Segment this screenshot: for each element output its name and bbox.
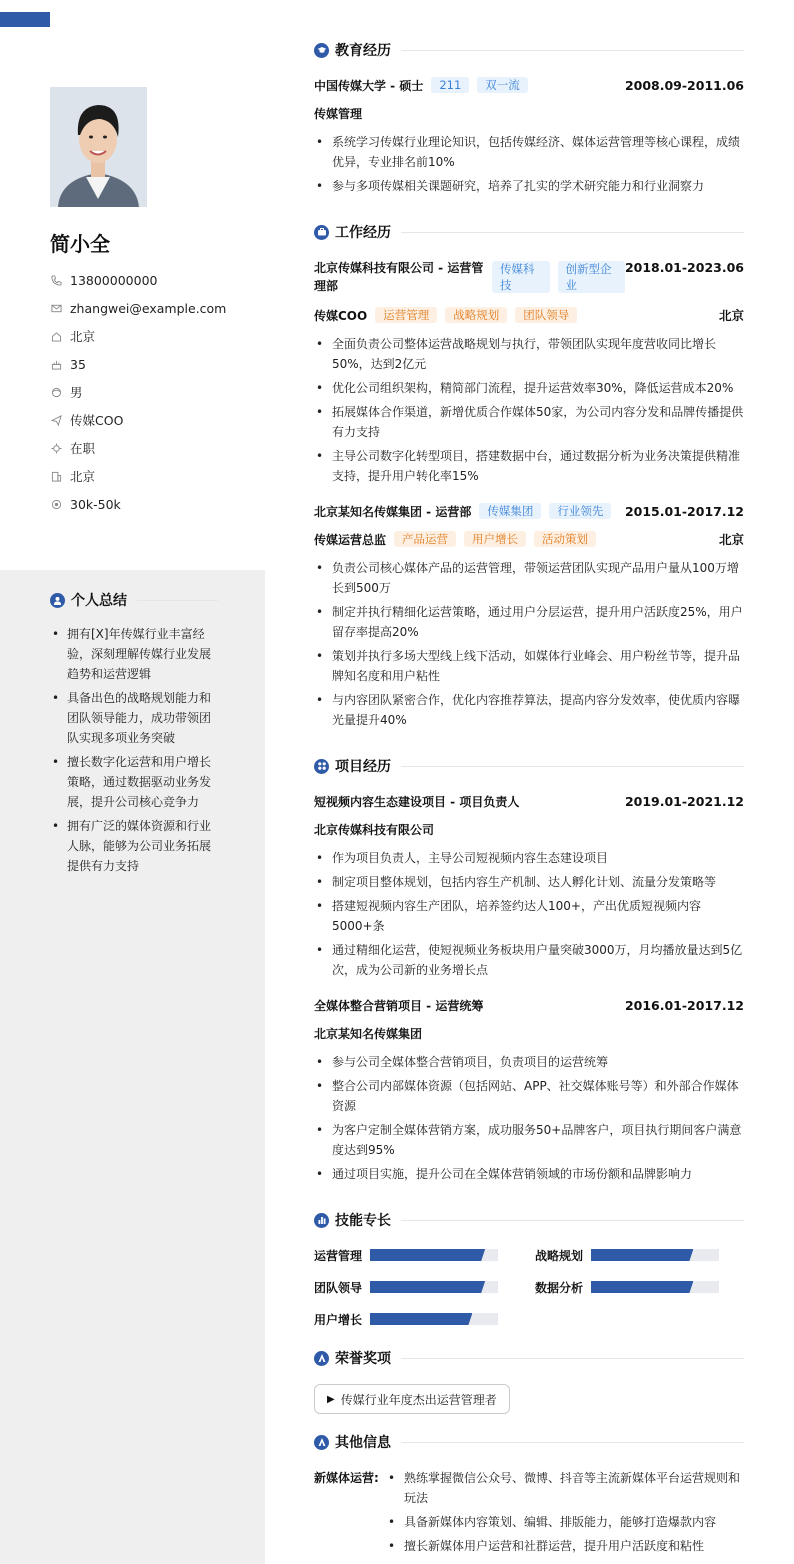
- list-item: • 搭建短视频内容生产团队，培养签约达人100+，产出优质短视频内容5000+条: [314, 896, 744, 936]
- gender-text: 男: [70, 385, 83, 400]
- skill-name: 用户增长: [314, 1312, 363, 1327]
- other-divider: [401, 1442, 744, 1443]
- briefcase-icon: [314, 225, 329, 240]
- list-item: • 优化公司组织架构，精简部门流程，提升运营效率30%，降低运营成本20%: [314, 378, 744, 398]
- skill-track: [370, 1281, 498, 1293]
- job-role: 传媒运营总监: [314, 533, 387, 547]
- education-title: 教育经历: [335, 43, 391, 59]
- project-org-row: [314, 1025, 744, 1043]
- status-text: 在职: [70, 441, 96, 456]
- summary-list: [50, 624, 218, 876]
- info-age: [50, 350, 226, 378]
- awards-divider: [401, 1358, 744, 1359]
- tag: 用户增长: [464, 531, 526, 547]
- projects-header: [314, 756, 744, 776]
- skill-item: [535, 1278, 719, 1296]
- job-company: 北京某知名传媒集团 - 运营部: [314, 505, 472, 519]
- education-header: [314, 40, 744, 60]
- salary-text: 30k-50k: [70, 496, 121, 512]
- job-city: 北京: [718, 532, 744, 547]
- tag: 传媒集团: [479, 503, 541, 519]
- play-icon: ▶: [327, 1393, 335, 1405]
- info-salary: [50, 490, 226, 518]
- project-period: 2016.01-2017.12: [624, 998, 744, 1013]
- job-bullets: [314, 334, 744, 490]
- work-header: [314, 222, 744, 242]
- skill-item: [314, 1278, 498, 1296]
- summary-header: [50, 590, 218, 610]
- graduation-cap-icon: [314, 43, 329, 58]
- education-bullets: [314, 132, 744, 200]
- list-item: • 作为项目负责人，主导公司短视频内容生态建设项目: [314, 848, 744, 868]
- project-bullets: [314, 848, 744, 984]
- job-period: 2015.01-2017.12: [624, 504, 744, 519]
- project-org: 北京某知名传媒集团: [314, 1027, 423, 1041]
- work-divider: [401, 232, 744, 233]
- other-label: 新媒体运营:: [314, 1471, 379, 1485]
- projects-title: 项目经历: [335, 759, 391, 775]
- list-item: • 制定项目整体规划，包括内容生产机制、达人孵化计划、流量分发策略等: [314, 872, 744, 892]
- list-item: • 全面负责公司整体运营战略规划与执行，带领团队实现年度营收同比增长50%，达到2亿元: [314, 334, 744, 374]
- phone-icon: [50, 274, 62, 286]
- project-bullets: [314, 1052, 744, 1188]
- list-item: • 熟练掌握微信公众号、微博、抖音等主流新媒体平台运营规则和玩法: [386, 1468, 744, 1508]
- status-icon: [50, 442, 62, 454]
- email-text: zhangwei@example.com: [70, 300, 227, 316]
- list-item: • 拓展媒体合作渠道，新增优质合作媒体50家，为公司内容分发和品牌传播提供有力支持: [314, 402, 744, 442]
- skills-divider: [401, 1220, 744, 1221]
- info-city: [50, 462, 226, 490]
- coin-icon: [50, 498, 62, 510]
- job-role-row: [314, 307, 744, 325]
- list-item: • 策划并执行多场大型线上线下活动，如媒体行业峰会、用户粉丝节等，提升品牌知名度和用户粘性: [314, 646, 744, 686]
- list-item: • 为客户定制全媒体营销方案，成功服务50+品牌客户，项目执行期间客户满意度达到95%: [314, 1120, 744, 1160]
- list-item: • 具备新媒体内容策划、编辑、排版能力，能够打造爆款内容: [386, 1512, 744, 1532]
- list-item: • 拥有[X]年传媒行业丰富经验，深刻理解传媒行业发展趋势和运营逻辑: [50, 624, 218, 684]
- education-divider: [401, 50, 744, 51]
- skill-fill: [370, 1249, 485, 1261]
- list-item: • 与内容团队紧密合作，优化内容推荐算法，提高内容分发效率，使优质内容曝光量提升40%: [314, 690, 744, 730]
- other-list: [386, 1468, 744, 1560]
- skill-name: 数据分析: [535, 1280, 584, 1295]
- skill-fill: [591, 1249, 693, 1261]
- info-status: [50, 434, 226, 462]
- home-icon: [50, 330, 62, 342]
- skill-fill: [370, 1313, 472, 1325]
- list-item: • 拥有广泛的媒体资源和行业人脉，能够为公司业务拓展提供有力支持: [50, 816, 218, 876]
- tag: 活动策划: [534, 531, 596, 547]
- tag: 211: [431, 77, 469, 93]
- award-text: 传媒行业年度杰出运营管理者: [340, 1392, 497, 1407]
- job-period: 2018.01-2023.06: [624, 260, 744, 275]
- list-item: • 负责公司核心媒体产品的运营管理，带领运营团队实现产品用户量从100万增长到500万: [314, 558, 744, 598]
- other-title: 其他信息: [335, 1435, 391, 1451]
- school-name: 中国传媒大学 - 硕士: [314, 79, 424, 93]
- projects-divider: [401, 766, 744, 767]
- skills-header: [314, 1210, 744, 1230]
- position-text: 传媒COO: [70, 413, 124, 428]
- skill-track: [370, 1313, 498, 1325]
- award-item: [314, 1384, 510, 1414]
- project-name-row: [314, 793, 744, 811]
- job-role-row: [314, 531, 744, 549]
- tag: 创新型企业: [558, 261, 625, 293]
- list-item: • 系统学习传媒行业理论知识，包括传媒经济、媒体运营管理等核心课程，成绩优异，专业排名前10%: [314, 132, 744, 172]
- skill-item: [314, 1246, 498, 1264]
- mail-icon: [50, 302, 62, 314]
- list-item: • 具备出色的战略规划能力和团队领导能力，成功带领团队实现多项业务突破: [50, 688, 218, 748]
- list-item: • 通过精细化运营，使短视频业务板块用户量突破3000万，月均播放量达到5亿次，成为公司新的业务增长点: [314, 940, 744, 980]
- info-gender: [50, 378, 226, 406]
- info-icon: [314, 1435, 329, 1450]
- contact-info: [50, 266, 226, 518]
- education-period: 2008.09-2011.06: [624, 78, 744, 93]
- summary-title: 个人总结: [71, 593, 127, 609]
- skill-track: [370, 1249, 498, 1261]
- job-role: 传媒COO: [314, 309, 368, 323]
- skill-name: 战略规划: [535, 1248, 584, 1263]
- tag: 传媒科技: [492, 261, 550, 293]
- project-period: 2019.01-2021.12: [624, 794, 744, 809]
- list-item: • 参与多项传媒相关课题研究，培养了扎实的学术研究能力和行业洞察力: [314, 176, 744, 196]
- awards-header: [314, 1348, 744, 1368]
- job-company-row: [314, 503, 744, 521]
- cake-icon: [50, 358, 62, 370]
- info-phone: [50, 266, 226, 294]
- job-company: 北京传媒科技有限公司 - 运营管理部: [314, 261, 484, 293]
- user-icon: [50, 593, 65, 608]
- list-item: • 参与公司全媒体整合营销项目，负责项目的运营统筹: [314, 1052, 744, 1072]
- list-item: • 整合公司内部媒体资源（包括网站、APP、社交媒体账号等）和外部合作媒体资源: [314, 1076, 744, 1116]
- skill-track: [591, 1281, 719, 1293]
- job-company-row: [314, 259, 744, 295]
- list-item: • 通过项目实施，提升公司在全媒体营销领域的市场份额和品牌影响力: [314, 1164, 744, 1184]
- bar-chart-icon: [314, 1213, 329, 1228]
- tag: 战略规划: [445, 307, 507, 323]
- project-org: 北京传媒科技有限公司: [314, 823, 435, 837]
- gender-icon: [50, 386, 62, 398]
- profile-photo: [50, 87, 147, 207]
- tag: 产品运营: [394, 531, 456, 547]
- job-city: 北京: [718, 308, 744, 323]
- skill-item: [314, 1310, 498, 1328]
- sidebar: [0, 0, 265, 1564]
- age-text: 35: [70, 356, 86, 372]
- list-item: • 擅长数字化运营和用户增长策略，通过数据驱动业务发展，提升公司核心竞争力: [50, 752, 218, 812]
- tag: 双一流: [477, 77, 528, 93]
- project-name: 短视频内容生态建设项目 - 项目负责人: [314, 795, 520, 809]
- list-item: • 主导公司数字化转型项目，搭建数据中台，通过数据分析为业务决策提供精准支持，提升用户转化率15%: [314, 446, 744, 486]
- education-school-row: [314, 77, 744, 95]
- grid-icon: [314, 759, 329, 774]
- tag: 行业领先: [549, 503, 611, 519]
- skill-fill: [370, 1281, 485, 1293]
- info-position: [50, 406, 226, 434]
- awards-title: 荣誉奖项: [335, 1351, 391, 1367]
- education-major-row: [314, 105, 744, 123]
- building-icon: [50, 470, 62, 482]
- tag: 团队领导: [515, 307, 577, 323]
- project-name-row: [314, 997, 744, 1015]
- tag: 运营管理: [375, 307, 437, 323]
- project-org-row: [314, 821, 744, 839]
- info-email: [50, 294, 226, 322]
- summary-section: [50, 590, 218, 880]
- award-icon: [314, 1351, 329, 1366]
- info-hometown: [50, 322, 226, 350]
- project-name: 全媒体整合营销项目 - 运营统筹: [314, 999, 484, 1013]
- send-icon: [50, 414, 62, 426]
- skill-fill: [591, 1281, 693, 1293]
- list-item: • 擅长新媒体用户运营和社群运营，提升用户活跃度和粘性: [386, 1536, 744, 1556]
- skills-title: 技能专长: [335, 1213, 391, 1229]
- other-header: [314, 1432, 744, 1452]
- major-name: 传媒管理: [314, 107, 363, 121]
- profile-name: 简小全: [50, 232, 110, 256]
- skill-name: 团队领导: [314, 1280, 363, 1295]
- skill-item: [535, 1246, 719, 1264]
- city-text: 北京: [70, 469, 96, 484]
- job-bullets: [314, 558, 744, 734]
- work-title: 工作经历: [335, 225, 391, 241]
- hometown-text: 北京: [70, 329, 96, 344]
- skill-track: [591, 1249, 719, 1261]
- list-item: • 制定并执行精细化运营策略，通过用户分层运营，提升用户活跃度25%，用户留存率提高20%: [314, 602, 744, 642]
- summary-divider: [137, 600, 218, 601]
- phone-text: 13800000000: [70, 272, 158, 288]
- skill-name: 运营管理: [314, 1248, 363, 1263]
